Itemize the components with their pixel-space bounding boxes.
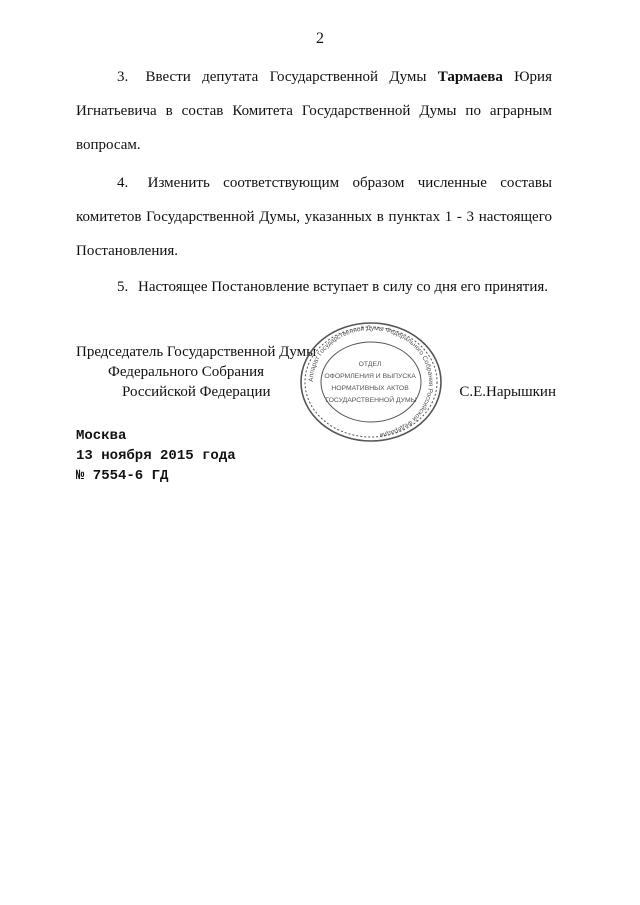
- item-number: 4.: [117, 175, 129, 191]
- signatory-title-line1: Председатель Государственной Думы: [76, 344, 317, 360]
- stamp-seal-icon: [298, 320, 444, 444]
- item-number: 5.: [117, 279, 129, 295]
- page-number: 2: [316, 30, 324, 47]
- signatory-name: С.Е.Нарышкин: [459, 384, 556, 400]
- item-text-after: Юрия Игнатьевича в состав Комитета Государственной Думы по аграрным вопросам.: [76, 69, 552, 153]
- paragraph-item-4: [76, 166, 552, 268]
- stamp-outer-text: Аппарат Государственной Думы Федерального Собрания Российской Федерации: [307, 324, 435, 439]
- deputy-surname: Тармаева: [437, 69, 503, 85]
- paragraph-item-3: [76, 60, 552, 162]
- svg-text:ОТДЕЛ ОФОРМЛЕНИЯ И ВЫПУС: [324, 361, 417, 404]
- signatory-title-line2: Федерального Собрания: [108, 364, 265, 380]
- place-of-signing: Москва: [76, 428, 127, 444]
- stamp-center-line-4: ГОСУДАРСТВЕННОЙ ДУМЫ: [325, 397, 417, 404]
- signing-date: 13 ноября 2015 года: [76, 448, 236, 464]
- stamp-center-line-2: ОФОРМЛЕНИЯ И ВЫПУСКА: [324, 373, 416, 380]
- official-stamp: [298, 320, 444, 444]
- stamp-inner-ring: [321, 342, 421, 422]
- item-text: Изменить соответствующим образом численные составы комитетов Государственной Думы, указанных в пунктах 1 - 3 настоящего Постановления.: [76, 175, 553, 259]
- stamp-outer-ring: [301, 323, 441, 441]
- item-text: Настоящее Постановление вступает в силу со дня его принятия.: [138, 279, 549, 295]
- stamp-center-line-3: НОРМАТИВНЫХ АКТОВ: [331, 385, 409, 392]
- document-number: № 7554-6 ГД: [76, 468, 169, 484]
- signatory-title-line3: Российской Федерации: [122, 384, 271, 400]
- stamp-center-line-1: ОТДЕЛ: [358, 361, 382, 368]
- item-number: 3.: [117, 69, 129, 85]
- item-text-before: Ввести депутата Государственной Думы: [145, 69, 427, 85]
- paragraph-item-5: [76, 270, 552, 304]
- document-footer: [76, 426, 236, 486]
